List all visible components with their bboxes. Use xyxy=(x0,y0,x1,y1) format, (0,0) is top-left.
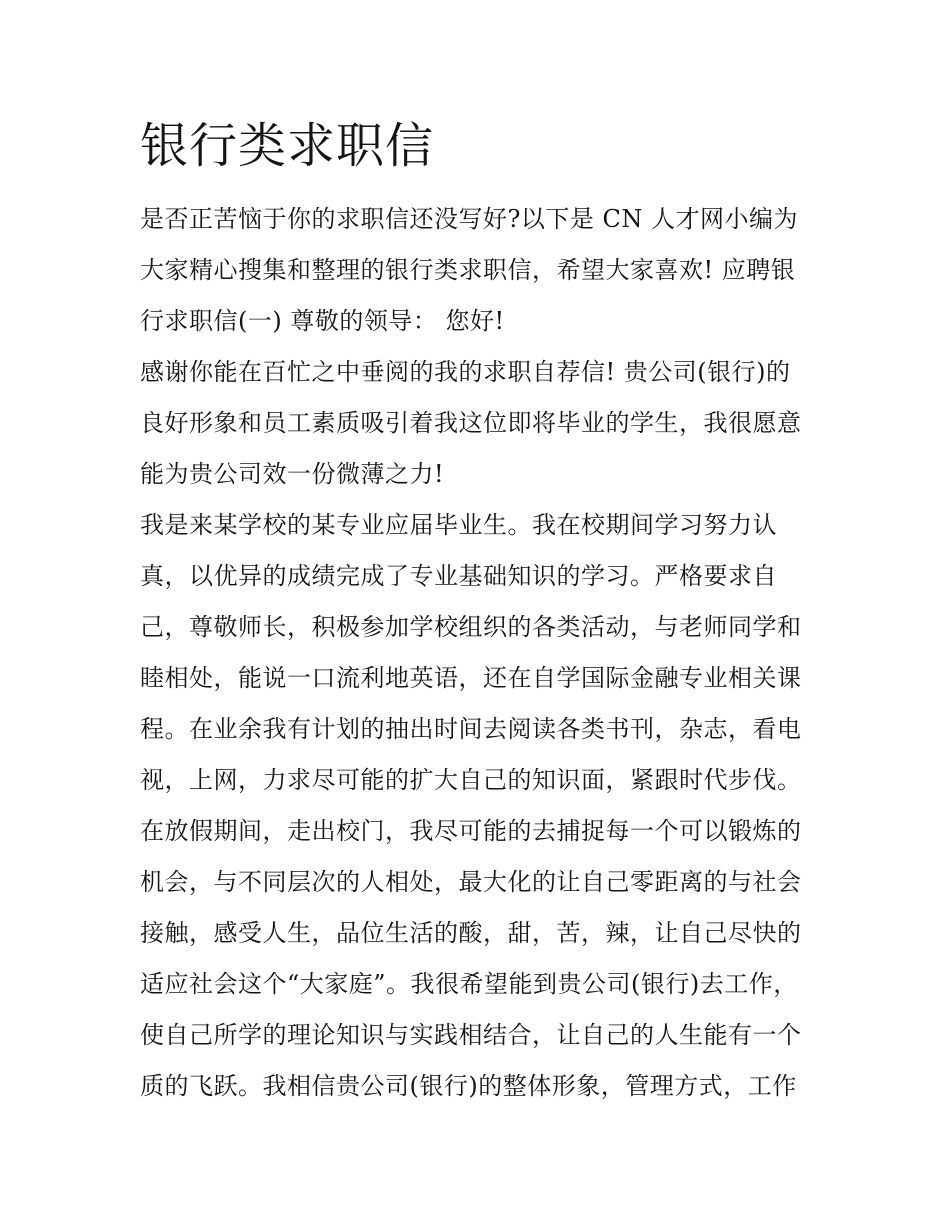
text-line: 我是来某学校的某专业应届毕业生。我在校期间学习努力认 xyxy=(140,511,777,539)
text-line: 适应社会这个“大家庭”。我很希望能到贵公司(银行)去工作， xyxy=(140,970,798,998)
text-line: 接触，感受人生，品位生活的酸，甜，苦，辣，让自己尽快的 xyxy=(140,919,802,947)
text-line: 睦相处，能说一口流利地英语，还在自学国际金融专业相关课 xyxy=(140,664,802,692)
text-line: 良好形象和员工素质吸引着我这位即将毕业的学生，我很愿意 xyxy=(140,409,802,437)
text-line: 视，上网，力求尽可能的扩大自己的知识面，紧跟时代步伐。 xyxy=(140,766,802,794)
document-title: 银行类求职信 xyxy=(140,118,435,174)
text-line: 是否正苦恼于你的求职信还没写好?以下是 CN 人才网小编为 xyxy=(140,205,798,233)
text-line: 使自己所学的理论知识与实践相结合，让自己的人生能有一个 xyxy=(140,1021,802,1049)
text-line: 己，尊敬师长，积极参加学校组织的各类活动，与老师同学和 xyxy=(140,613,802,641)
text-line: 行求职信(一) 尊敬的领导： 您好! xyxy=(140,307,505,335)
text-line: 机会，与不同层次的人相处，最大化的让自己零距离的与社会 xyxy=(140,868,802,896)
text-line: 质的飞跃。我相信贵公司(银行)的整体形象，管理方式，工作 xyxy=(140,1072,797,1100)
text-line: 真，以优异的成绩完成了专业基础知识的学习。严格要求自 xyxy=(140,562,777,590)
document-body xyxy=(140,110,830,1112)
text-line: 感谢你能在百忙之中垂阅的我的求职自荐信! 贵公司(银行)的 xyxy=(140,358,791,386)
text-line: 大家精心搜集和整理的银行类求职信，希望大家喜欢! 应聘银 xyxy=(140,256,796,284)
text-line: 能为贵公司效一份微薄之力! xyxy=(140,460,445,488)
text-line: 程。在业余我有计划的抽出时间去阅读各类书刊，杂志，看电 xyxy=(140,715,802,743)
text-line: 在放假期间，走出校门，我尽可能的去捕捉每一个可以锻炼的 xyxy=(140,817,802,845)
body-text xyxy=(140,194,830,1112)
